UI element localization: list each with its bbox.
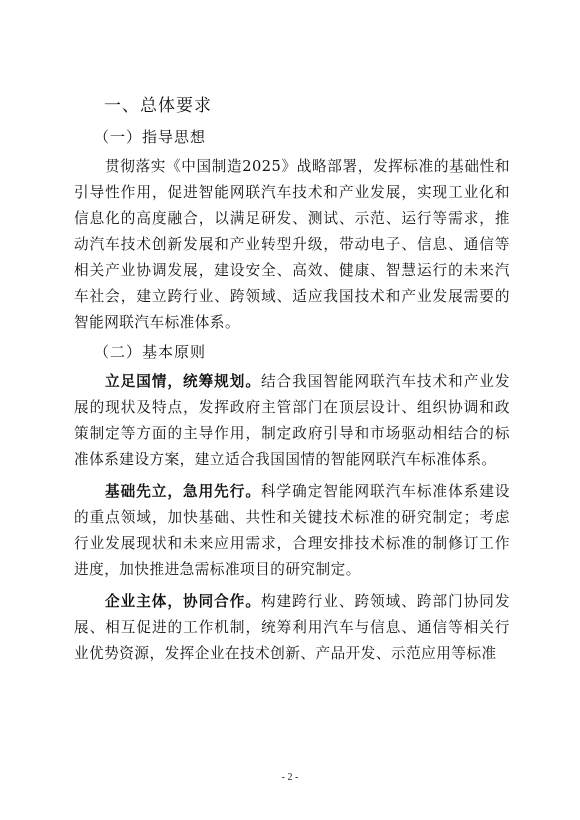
principle-lead: 立足国情，统筹规划。 (105, 373, 261, 390)
subsection-heading-guiding-ideology: （一）指导思想 (94, 128, 207, 146)
subsection-heading-basic-principles: （二）基本原则 (94, 343, 207, 361)
principle-text: 构建跨行业、跨领域、跨部门协同发展、相互促进的工作机制，统筹利用汽车与信息、通信等相关行业优势资源，发挥企业在技术创新、产品开发、示范应用等标准 (74, 593, 510, 662)
principle-lead: 基础先立，急用先行。 (105, 483, 261, 500)
document-body (74, 95, 510, 673)
principle-lead: 企业主体，协同合作。 (105, 593, 261, 610)
principle-paragraph-1 (74, 369, 510, 473)
principle-paragraph-3 (74, 589, 510, 667)
guiding-ideology-paragraph: 贯彻落实《中国制造2025》战略部署，发挥标准的基础性和引导性作用，促进智能网联汽车技术和产业发展，实现工业化和信息化的高度融合，以满足研发、测试、示范、运行等需求，推动汽车技术创新发展和产业转型升级，带动电子、信息、通信等相关产业协调发展，建设安全、高效、健康、智慧运行的未来汽车社会，建立跨行业、跨领域、适应我国技术和产业发展需要的智能网联汽车标准体系。 (74, 158, 510, 331)
section-heading: 一、总体要求 (104, 96, 212, 116)
principle-paragraph-2 (74, 479, 510, 583)
page-number: - 2 - (281, 772, 299, 783)
principle-text: 结合我国智能网联汽车技术和产业发展的现状及特点，发挥政府主管部门在顶层设计、组织协调和政策制定等方面的主导作用，制定政府引导和市场驱动相结合的标准体系建设方案，建立适合我国国情的智能网联汽车标准体系。 (74, 373, 510, 468)
principle-text: 科学确定智能网联汽车标准体系建设的重点领域，加快基础、共性和关键技术标准的研究制定；考虑行业发展现状和未来应用需求，合理安排技术标准的制修订工作进度，加快推进急需标准项目的研究制定。 (74, 483, 510, 578)
